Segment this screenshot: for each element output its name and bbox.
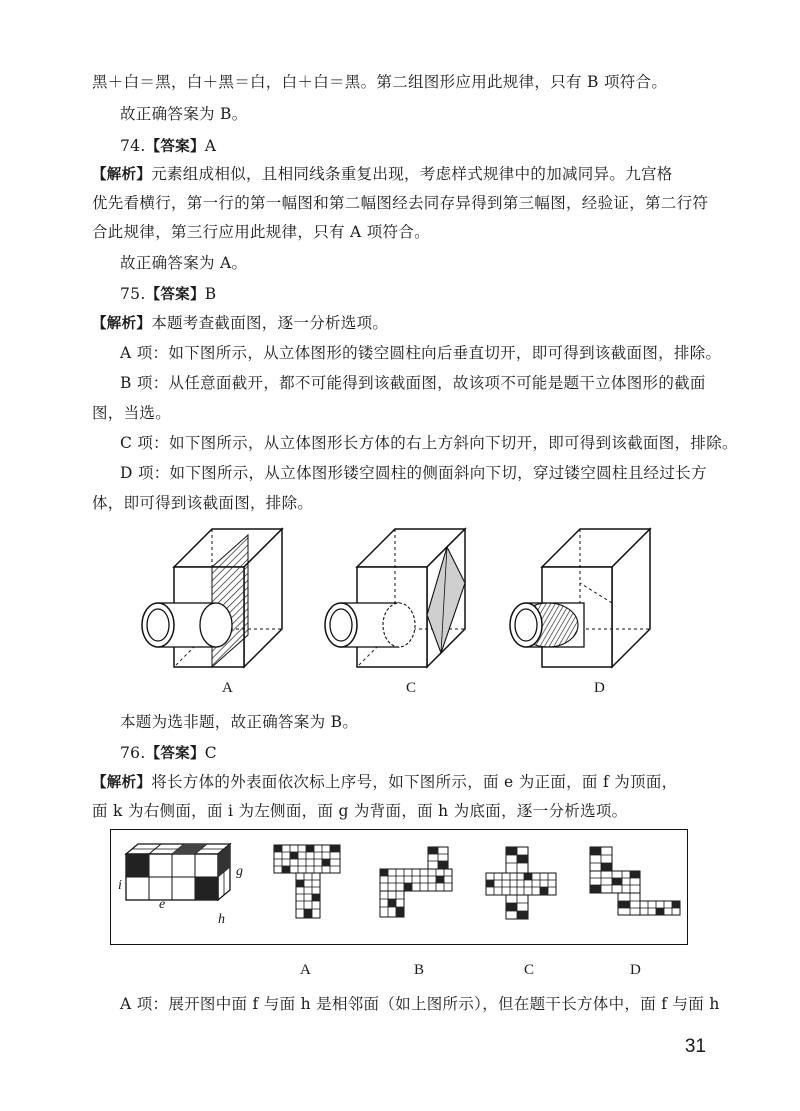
- figure-label: B: [414, 962, 425, 978]
- text-line: A 项：如下图所示，从立体图形的镂空圆柱向后垂直切开，即可得到该截面图，排除。: [120, 344, 722, 362]
- figure-label: D: [594, 680, 605, 696]
- face-label-e: e: [159, 897, 166, 912]
- face-label-i: i: [118, 878, 122, 893]
- figure-label: C: [406, 680, 417, 696]
- text-line: 面 k 为右侧面，面 i 为左侧面，面 g 为背面，面 h 为底面，逐一分析选项。: [92, 802, 628, 820]
- face-label-g: g: [236, 864, 243, 879]
- text-line: 故正确答案为 B。: [120, 105, 248, 123]
- net-B: [378, 843, 468, 923]
- analysis-76: 【解析】将长方体的外表面依次标上序号，如下图所示，面 e 为正面，面 f 为顶面，: [92, 773, 678, 791]
- figure-cuboid: [114, 838, 234, 938]
- answer-heading-75: 75.【答案】B: [120, 285, 217, 303]
- figure-label: A: [300, 962, 311, 978]
- text-line: C 项：如下图所示，从立体图形长方体的右上方斜向下切开，即可得到该截面图，排除。: [120, 434, 738, 452]
- text-line: 故正确答案为 A。: [120, 254, 248, 272]
- text-line: 图，当选。: [92, 404, 172, 422]
- text-line: 本题为选非题，故正确答案为 B。: [120, 713, 359, 731]
- analysis-74: 【解析】元素组成相似，且相同线条重复出现，考虑样式规律中的加减同异。九宫格: [92, 165, 673, 183]
- text-line: 体，即可得到该截面图，排除。: [92, 494, 314, 512]
- text-line: 合此规律，第三行应用此规律，只有 A 项符合。: [92, 223, 430, 241]
- figure-cube-A: [140, 525, 290, 675]
- answer-heading-76: 76.【答案】C: [120, 744, 217, 762]
- figure-cube-D: [508, 525, 658, 675]
- answer-heading-74: 74.【答案】A: [120, 137, 217, 155]
- page-number: 31: [684, 1036, 706, 1057]
- net-D: [588, 843, 684, 923]
- net-A: [272, 843, 352, 923]
- text-line: A 项：展开图中面 f 与面 h 是相邻面（如上图所示），但在题干长方体中，面 f 与面 h: [120, 995, 720, 1013]
- figure-label: A: [222, 680, 233, 696]
- figure-label: C: [524, 962, 535, 978]
- text-line: 黑＋白＝黑，白＋黑＝白，白＋白＝黑。第二组图形应用此规律，只有 B 项符合。: [92, 73, 668, 91]
- analysis-75: 【解析】本题考查截面图，逐一分析选项。: [92, 314, 389, 332]
- text-line: B 项：从任意面截开，都不可能得到该截面图，故该项不可能是题干立体图形的截面: [120, 374, 706, 392]
- text-line: D 项：如下图所示，从立体图形镂空圆柱的侧面斜向下切，穿过镂空圆柱且经过长方: [120, 464, 707, 482]
- text-line: 优先看横行，第一行的第一幅图和第二幅图经去同存异得到第三幅图，经验证，第二行符: [92, 194, 709, 212]
- figure-cube-C: [323, 525, 473, 675]
- face-label-h: h: [218, 912, 225, 927]
- figure-label: D: [630, 962, 641, 978]
- net-C: [484, 843, 564, 923]
